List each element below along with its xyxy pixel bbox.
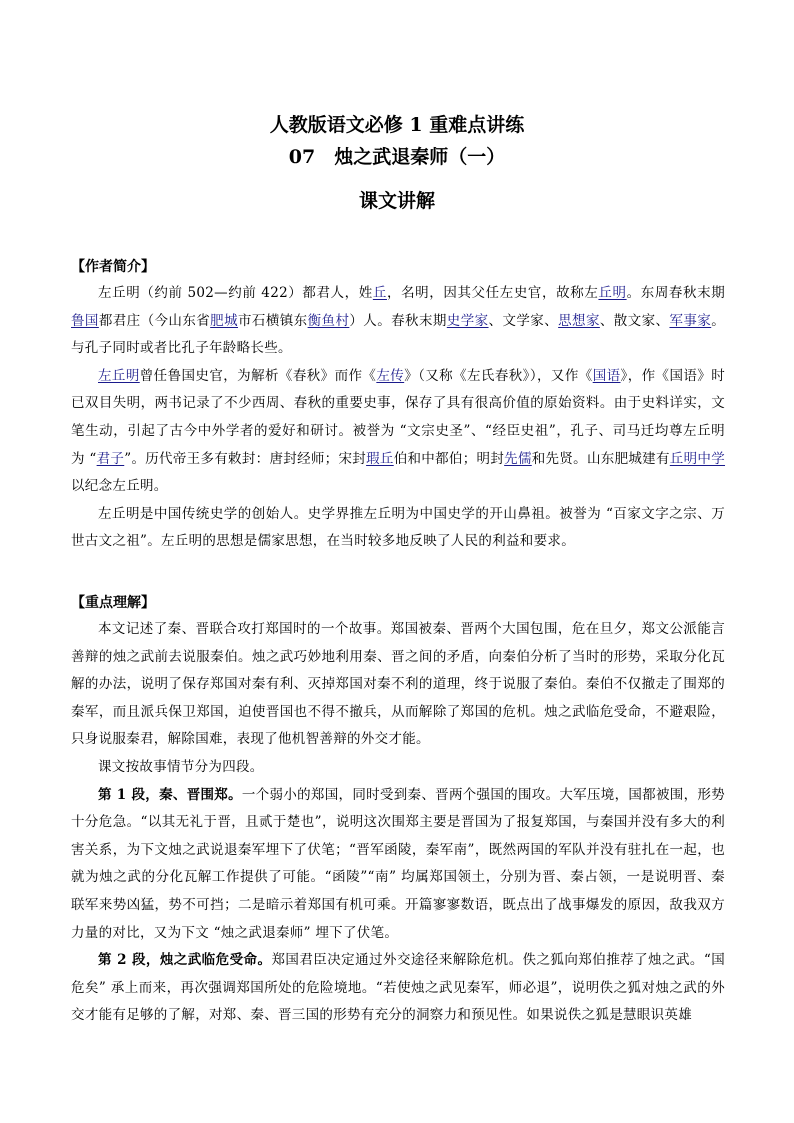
- text: 。东周春秋末期: [626, 285, 726, 301]
- text: 》，作《国语》时已双目失明，两书记录了不少西周、春秋的重要史事，保存了具有很高价值的原始资料。由于史料详实，文笔生动，引起了古今中外学者的爱好和研讨。被誉为 “文宗史圣”、“经臣史祖”，孔子、司马迁均尊左丘明为 “: [71, 367, 725, 467]
- text: 、散文家、: [599, 312, 670, 329]
- document-title: 人教版语文必修 1 重难点讲练: [269, 114, 525, 136]
- lesson-title: 07 烛之武退秦师（一）: [288, 146, 506, 168]
- key-paragraph-1: 本文记述了秦、晋联合攻打郑国时的一个故事。郑国被秦、晋两个大国包围，危在旦夕，郑文公派能言善辩的烛之武前去说服秦伯。烛之武巧妙地利用秦、晋之间的矛盾，向秦伯分析了当时的形势，采取分化瓦解的办法，说明了保存郑国对秦有利、灭掉郑国对秦不利的道理，终于说服了秦伯。秦伯不仅撤走了围郑的秦军，而且派兵保卫郑国，迫使晋国也不得不撤兵，从而解除了郑国的危机。烛之武临危受命，不避艰险，只身说服秦君，解除国难，表现了他机智善辩的外交才能。: [71, 621, 725, 748]
- text: 》（又称《左氏春秋》），又作《: [404, 367, 593, 384]
- text: 和先贤。山东肥城建有: [531, 450, 670, 467]
- link-xianru[interactable]: 先儒: [504, 450, 532, 467]
- link-qiuming[interactable]: 丘明: [598, 285, 627, 301]
- text: 、文学家、: [488, 312, 559, 329]
- link-xiaqiu[interactable]: 瑕丘: [366, 450, 394, 467]
- author-paragraph-2: [71, 363, 725, 501]
- text: 郑国君臣决定通过外交途径来解除危机。佚之狐向郑伯推荐了烛之武。“国危矣” 承上而来，再次强调郑国所处的危险境地。“若使烛之武见秦军，师必退”，说明佚之狐对烛之武的外交才能有足够的了解，对郑、秦、晋三国的形势有充分的洞察力和预见性。如果说佚之狐是慧眼识英雄: [71, 952, 725, 1024]
- author-heading: 【作者简介】: [71, 259, 155, 275]
- link-zuoqiuming[interactable]: 左丘明: [98, 367, 140, 384]
- key-heading: 【重点理解】: [71, 595, 155, 611]
- text: 伯和中都伯；明封: [393, 450, 505, 467]
- author-paragraph-1: [71, 280, 725, 363]
- key-paragraph-2: 课文按故事情节分为四段。: [98, 758, 264, 775]
- text: ”。历代帝王多有敕封：唐封经师；宋封: [124, 450, 367, 467]
- paragraph-lead: 第 1 段，秦、晋围郑。: [98, 786, 242, 803]
- link-qiuming-school[interactable]: 丘明中学: [669, 450, 726, 467]
- link-feicheng[interactable]: 肥城: [210, 312, 239, 329]
- key-paragraph-3: [71, 782, 725, 948]
- author-paragraph-3: 左丘明是中国传统史学的创始人。史学界推左丘明为中国史学的开山鼻祖。被誉为 “百家文字之宗、万世古文之祖”。左丘明的思想是儒家思想，在当时较多地反映了人民的利益和要求。: [71, 505, 725, 550]
- text: 市石横镇东: [238, 312, 308, 329]
- author-section: [71, 256, 725, 556]
- link-junzi[interactable]: 君子: [96, 450, 125, 467]
- link-guoyu[interactable]: 国语: [592, 367, 621, 384]
- key-section: [71, 592, 725, 1030]
- link-junshijia[interactable]: 军事家: [669, 312, 712, 329]
- link-hengyucun[interactable]: 衡鱼村: [307, 312, 350, 329]
- text: 曾任鲁国史官，为解析《春秋》而作《: [139, 367, 377, 384]
- text: 以纪念左丘明。: [71, 478, 168, 495]
- text: 左丘明（约前 502—约前 422）都君人，姓: [98, 285, 373, 301]
- link-zuozhuan[interactable]: 左传: [376, 367, 405, 384]
- link-shixuejia[interactable]: 史学家: [446, 312, 489, 329]
- link-qiu[interactable]: 丘: [372, 285, 387, 301]
- text: 都君庄（今山东省: [98, 312, 211, 329]
- text: ）人。春秋末期: [349, 312, 447, 329]
- text: 。与孔子同时或者比孔子年龄略长些。: [71, 312, 726, 357]
- paragraph-lead: 第 2 段，烛之武临危受命。: [98, 952, 272, 969]
- key-paragraph-4: [71, 947, 725, 1030]
- text: 一个弱小的郑国，同时受到秦、晋两个强国的围攻。大军压境，国都被围，形势十分危急。“以其无礼于晋，且贰于楚也”，说明这次围郑主要是晋国为了报复郑国，与秦国并没有多大的利害关系，为下文烛之武说退秦军埋下了伏笔；“晋军函陵，秦军南”，既然两国的军队并没有驻扎在一起，也就为烛之武的分化瓦解工作提供了可能。“函陵”“南” 均属郑国领土，分别为晋、秦占领，一是说明晋、秦联军来势凶猛，势不可挡；二是暗示着郑国有机可乘。开篇寥寥数语，既点出了战事爆发的原因，敌我双方力量的对比，又为下文 “烛之武退秦师” 埋下了伏笔。: [71, 786, 725, 941]
- text: ，名明，因其父任左史官，故称左: [386, 285, 599, 301]
- link-sixiangjia[interactable]: 思想家: [558, 312, 600, 329]
- link-luguo[interactable]: 鲁国: [71, 312, 99, 329]
- section-title: 课文讲解: [358, 190, 435, 212]
